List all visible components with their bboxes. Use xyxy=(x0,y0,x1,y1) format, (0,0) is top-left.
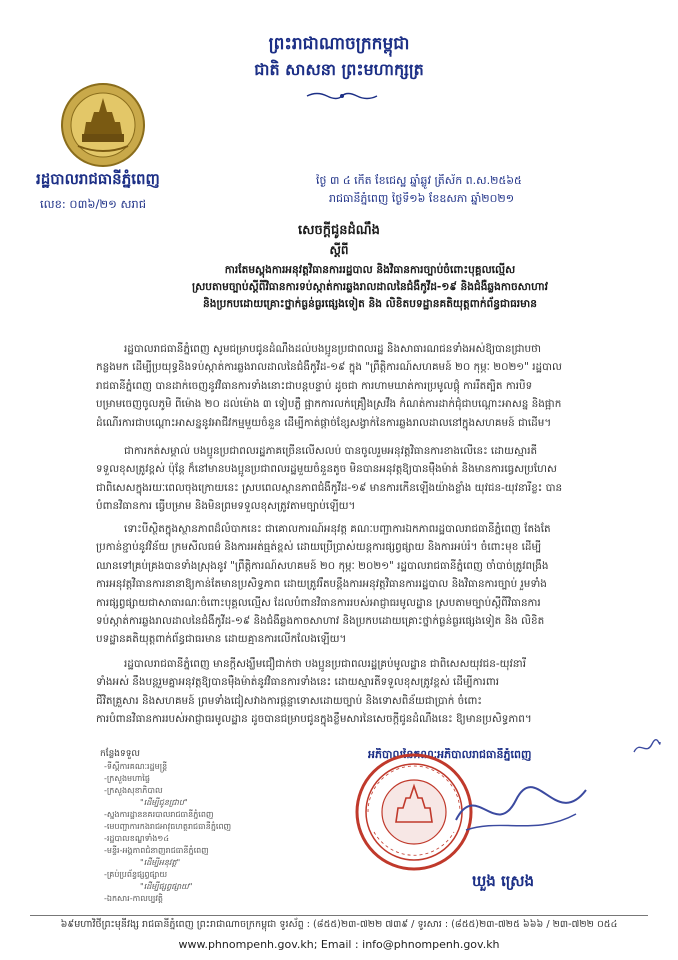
recipients-heading: កន្លែងទទួល xyxy=(100,749,140,759)
body-line: រដ្ឋបាលរាជធានីភ្នំពេញ មានក្តីសង្ឃឹមជឿជាក់ថា បងប្អូនប្រជាពលរដ្ឋគ្រប់មូលដ្ឋាន ជាពិសេសយុវជន-យុវនារី xyxy=(124,658,526,670)
kingdom-heading: ព្រះរាជាណាចក្រកម្ពុជា xyxy=(268,34,410,54)
initials-mark xyxy=(632,738,662,758)
body-line: ការអនុវត្តវិធានការនានាឱ្យកាន់តែមានប្រសិទ្ធភាព ដោយត្រូវរឹតបន្តឹងការអនុវត្តវិធានការរដ្ឋបាល និងវិធានការច្បាប់ រួមទាំង xyxy=(96,578,547,591)
recipient-item: -ឯកសារ-កាលប្បវត្តិ xyxy=(104,894,163,903)
footer-address: ៦៩មហាវិថីព្រះមុនីវង្ស រាជធានីភ្នំពេញ ព្រះរាជាណាចក្រកម្ពុជា ទូរស័ព្ទ : (៨៥៥)២៣-៧២២ ៧៣៩ / ទូរសារ : (៨៥៥)២៣-៧២៥ ៦៦៦ / ២៣-៧២២ ០៥៤ xyxy=(60,919,618,930)
subject-line: និងប្រកបដោយគ្រោះថ្នាក់ធ្ងន់ធ្ងរផ្សេងទៀត និង លិខិតបទដ្ឋានគតិយុត្តពាក់ព័ន្ធជាធរមាន xyxy=(203,298,537,310)
about-label: ស្តីពី xyxy=(329,243,349,257)
body-line: ទោះបីស្ថិតក្នុងស្ថានភាពដ៏លំបាកនេះ ជាគោលការណ៍អនុវត្ត គណៈបញ្ជាការឯកភាពរដ្ឋបាលរាជធានីភ្នំពេញ តែងតែ xyxy=(124,523,551,535)
document-type-title: សេចក្តីជូនដំណឹង xyxy=(298,223,380,238)
handwritten-signature xyxy=(446,770,596,850)
reference-number: លេខ: ០៣៦/២១ សរាជ xyxy=(40,197,147,211)
body-line: ទទួលខុសត្រូវខ្ពស់ ប៉ុន្តែ ក៏នៅមានបងប្អូនប្រជាពលរដ្ឋមួយចំនួនតូច មិនបានអនុវត្តឱ្យបានម៉ឺងម៉ាត់ និងមានការធ្វេសប្រហែស xyxy=(96,463,557,476)
motto-heading: ជាតិ សាសនា ព្រះមហាក្សត្រ xyxy=(254,60,424,79)
recipient-note: "ដើម្បីអនុវត្ត" xyxy=(140,858,181,867)
body-paragraph-4 xyxy=(96,655,644,729)
footer-contact: www.phnompenh.gov.kh; Email : info@phnompenh.gov.kh xyxy=(178,938,500,951)
body-line: ប្រកាន់ខ្ជាប់នូវវិន័យ ក្រមសីលធម៌ និងការអត់ធ្មត់ខ្ពស់ ដោយប្រើប្រាស់យន្តការផ្សព្វផ្សាយ និងការអប់រំ។ ចំពោះមុខ ដើម្បី xyxy=(96,541,542,554)
city-emblem-logo xyxy=(60,82,146,168)
body-line: រដ្ឋបាលរាជធានីភ្នំពេញ សូមជម្រាបជូនដំណឹងដល់បងប្អូនប្រជាពលរដ្ឋ និងសាធារណជនទាំងអស់ឱ្យបានជ្រាបថា xyxy=(124,343,542,355)
recipient-item: -ទីស្តីការគណៈរដ្ឋមន្ត្រី xyxy=(104,762,168,771)
recipient-item: -ក្រសួងសុខាភិបាល xyxy=(104,786,163,795)
lunar-date: ថ្ងៃ ៣ ៤ កើត ខែជេស្ឋ ឆ្នាំឆ្លូវ ត្រីស័ក ព.ស.២៥៦៥ xyxy=(316,174,522,187)
recipient-item: -ស្នងការដ្ឋាននគរបាលរាជធានីភ្នំពេញ xyxy=(104,810,214,819)
body-paragraph-2 xyxy=(96,442,644,516)
body-line: បំពានវិធានការ ធ្វើបម្រាម និងមិនព្រមទទួលខុសត្រូវតាមច្បាប់ឡើយ។ xyxy=(96,500,356,513)
recipient-item: -មេបញ្ជាការកងរាជអាវុធហត្ថរាជធានីភ្នំពេញ xyxy=(104,822,232,831)
body-line: បទដ្ឋានគតិយុត្តពាក់ព័ន្ធជាធរមាន ដោយគ្មានការលើកលែងឡើយ។ xyxy=(96,633,347,646)
footer-divider xyxy=(30,915,648,916)
body-line: ការផ្សព្វផ្សាយជាសាធារណៈចំពោះបុគ្គលល្មើស ដែលបំពានវិធានការរបស់អាជ្ញាធរមូលដ្ឋាន ស្របតាមច្បាប់ស្តីពីវិធានការ xyxy=(96,596,541,609)
body-line: ការបំពានវិធានការរបស់អាជ្ញាធរមូលដ្ឋាន ដូចបានជម្រាបជូនក្នុងខ្លឹមសារនៃសេចក្តីជូនដំណឹងនេះ ឱ្យមានប្រសិទ្ធភាព។ xyxy=(96,713,532,726)
recipient-item: -គ្រប់ប្រព័ន្ធផ្សព្វផ្សាយ xyxy=(104,870,168,879)
body-paragraph-3 xyxy=(96,520,644,649)
body-paragraph-1 xyxy=(96,340,644,432)
subject-line: ការតែមស្ពុងការអនុវត្តវិធានការរដ្ឋបាល និងវិធានការច្បាប់ចំពោះបុគ្គលល្មើស xyxy=(224,264,516,276)
body-line: ទប់ស្កាត់ការឆ្លងរាលដាលនៃជំងឺកូវីដ-១៩ និងជំងឺឆ្លងកាចសាហាវ និងប្រកបដោយគ្រោះថ្នាក់ធ្ងន់ធ្ងរផ្សេងទៀត និង លិខិត xyxy=(96,615,545,628)
recipient-note: "ដើម្បីផ្សព្វផ្សាយ" xyxy=(140,882,193,891)
header-ornament xyxy=(305,86,379,96)
recipient-item: -រដ្ឋបាលខណ្ឌទាំង១៤ xyxy=(104,834,169,843)
body-line: ជីវិតគ្រួសារ និងសហគមន៍ ព្រមទាំងជៀសវាងការផ្តន្ទាទោសដោយច្បាប់ និងទោសពិន័យជាប្រាក់ ចំពោះ xyxy=(96,694,482,707)
subject-line: ស្របតាមច្បាប់ស្តីពីវិធានការទប់ស្កាត់ការឆ្លងរាលដាលនៃជំងឺកូវីដ-១៩ និងជំងឺឆ្លងកាចសាហាវ xyxy=(192,281,548,293)
signatory-name: ឃួង ស្រេង xyxy=(472,872,535,890)
body-line: ឈានទៅគ្រប់គ្រងបានទាំងស្រុងនូវ "ព្រឹត្តិការណ៍សហគមន៍ ២០ កុម្ភៈ ២០២១" រដ្ឋបាលរាជធានីភ្នំពេញ ចាំបាច់ត្រូវពង្រឹង xyxy=(96,559,549,572)
recipient-item: -មន្ទីរ-អង្គភាពជំនាញរាជធានីភ្នំពេញ xyxy=(104,846,209,855)
body-line: ជាពិសេសក្នុងរយៈពេលចុងក្រោយនេះ ស្របពេលស្ថានភាពជំងឺកូវីដ-១៩ មានការកើនឡើងយ៉ាងខ្លាំង យុវជន-យុវនារីខ្លះ បាន xyxy=(96,481,563,494)
solar-date: រាជធានីភ្នំពេញ ថ្ងៃទី១៦ ខែឧសភា ឆ្នាំ២០២១ xyxy=(329,192,515,205)
body-line: កន្លងមក ដើម្បីប្រយុទ្ធនិងទប់ស្កាត់ការឆ្លងរាលដាលនៃជំងឺកូវីដ-១៩ ក្នុង "ព្រឹត្តិការណ៍សហគមន៍ ២០ កុម្ភៈ ២០២១" រដ្ឋបាល xyxy=(96,361,562,374)
recipient-note: "ដើម្បីជូនជ្រាប" xyxy=(140,798,188,807)
body-line: ដំណើរការជាបណ្តោះអាសន្ននូវអាជីវកម្មមួយចំនួន ដើម្បីកាត់ផ្តាច់ខ្សែសង្វាក់នៃការឆ្លងរាលដាលនៅក្នុងសហគមន៍ ជាដើម។ xyxy=(96,416,552,429)
body-line: ទាំងអស់ នឹងបន្តរួមគ្នាអនុវត្តឱ្យបានម៉ឺងម៉ាត់នូវវិធានការទាំងនេះ ដោយស្មារតីទទួលខុសត្រូវខ្ពស់ ដើម្បីការពារ xyxy=(96,676,500,689)
signatory-title: អភិបាលនៃគណៈអភិបាលរាជធានីភ្នំពេញ xyxy=(368,748,532,761)
body-line: រាជធានីភ្នំពេញ បានដាក់ចេញនូវវិធានការទាំងនោះជាបន្តបន្ទាប់ ដូចជា ការហាមឃាត់ការប្រមូលផ្តុំ ការរឹតត្បិត ការបិទ xyxy=(96,379,533,392)
body-line: ជាការកត់សម្គាល់ បងប្អូនប្រជាពលរដ្ឋភាគច្រើនលើសលប់ បានចូលរួមអនុវត្តវិធានការខាងលើនេះ ដោយស្មារតី xyxy=(124,445,538,457)
body-line: បម្រាមចេញចូលភូមិ ពីម៉ោង ២០ ដល់ម៉ោង ៣ ទៀបភ្លឺ ផ្អាកការលក់គ្រឿងស្រវឹង កំណត់ការដាក់ជុំជាបណ្តោះអាសន្ន និងផ្អាក xyxy=(96,398,562,411)
recipient-item: -ក្រសួងមហាផ្ទៃ xyxy=(104,774,150,783)
issuer-name: រដ្ឋបាលរាជធានីភ្នំពេញ xyxy=(36,170,160,188)
subject-block xyxy=(96,262,644,313)
